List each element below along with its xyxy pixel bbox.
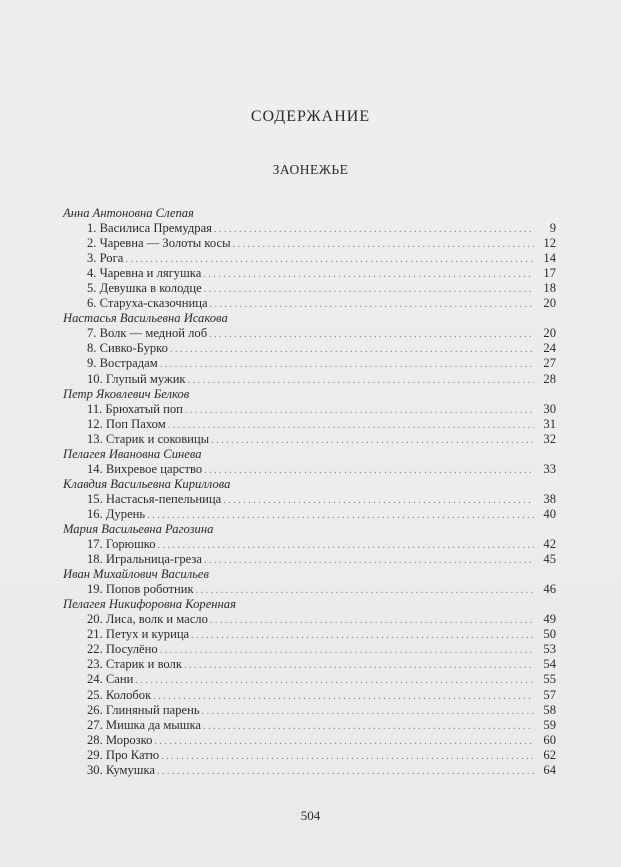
toc-entry-page: 18 (543, 281, 556, 296)
toc-entry[interactable] (63, 341, 556, 356)
toc-entry-page: 49 (543, 612, 556, 627)
dot-leader (188, 373, 534, 388)
toc-entry-title: 7. Волк — медной лоб (87, 326, 208, 341)
table-of-contents (63, 206, 556, 778)
toc-entry-title: 6. Старуха-сказочница (87, 296, 208, 311)
toc-entry-page: 20 (543, 326, 556, 341)
dot-leader (211, 433, 534, 448)
toc-entry[interactable] (63, 748, 556, 763)
toc-entry-title: 25. Колобок (87, 687, 152, 702)
toc-entry-title: 29. Про Катю (87, 747, 160, 762)
toc-entry-title: 4. Чаревна и лягушка (87, 266, 202, 281)
toc-entry-title: 30. Кумушка (87, 762, 155, 777)
toc-entry[interactable] (63, 492, 556, 507)
toc-entry-page: 17 (543, 266, 556, 281)
toc-author-heading: Мария Васильевна Рагозина (63, 521, 214, 536)
toc-entry-title: 27. Мишка да мышка (87, 717, 201, 732)
toc-author-heading: Анна Антоновна Слепая (63, 206, 194, 220)
toc-entry-page: 55 (543, 672, 556, 687)
toc-entry-title: 28. Морозко (87, 732, 153, 747)
toc-entry-title: 8. Сивко-Бурко (87, 341, 168, 356)
dot-leader (196, 583, 534, 598)
toc-entry-title: 1. Василиса Премудрая (87, 221, 212, 236)
toc-entry-title: 21. Петух и курица (87, 627, 190, 642)
dot-leader (233, 237, 534, 252)
dot-leader (158, 538, 534, 553)
toc-entry-page: 38 (543, 491, 556, 506)
page-title: СОДЕРЖАНИЕ (250, 108, 371, 125)
toc-entry-page: 53 (543, 642, 556, 657)
dot-leader (210, 613, 534, 628)
toc-entry-title: 5. Девушка в колодце (87, 281, 202, 296)
toc-entry-page: 24 (543, 341, 556, 356)
toc-entry-title: 3. Рога (87, 251, 124, 266)
dot-leader (185, 403, 534, 418)
toc-entry[interactable] (63, 221, 556, 236)
dot-leader (184, 658, 534, 673)
dot-leader (223, 493, 534, 508)
toc-entry-page: 9 (549, 221, 556, 236)
toc-author-heading: Иван Михайлович Васильев (63, 567, 209, 582)
toc-entry[interactable] (63, 612, 556, 627)
dot-leader (209, 327, 534, 342)
dot-leader (135, 673, 534, 688)
toc-entry-page: 54 (543, 657, 556, 672)
dot-leader (153, 689, 534, 704)
toc-entry[interactable] (63, 236, 556, 251)
toc-entry-page: 12 (543, 236, 556, 251)
dot-leader (203, 267, 534, 282)
dot-leader (168, 418, 534, 433)
dot-leader (214, 222, 534, 237)
toc-entry[interactable] (63, 718, 556, 733)
toc-entry[interactable] (63, 281, 556, 296)
dot-leader (160, 643, 534, 658)
toc-author-heading: Пелагея Ивановна Синева (63, 446, 202, 461)
toc-entry-page: 42 (543, 537, 556, 552)
toc-entry-title: 14. Вихревое царство (87, 461, 203, 476)
toc-entry-title: 13. Старик и соковицы (87, 431, 210, 446)
toc-entry[interactable] (63, 372, 556, 387)
toc-entry[interactable] (63, 763, 556, 778)
toc-entry[interactable] (63, 417, 556, 432)
toc-entry-page: 31 (543, 416, 556, 431)
toc-entry-title: 17. Горюшко (87, 537, 156, 552)
toc-entry-title: 12. Поп Пахом (87, 416, 166, 431)
toc-entry[interactable] (63, 688, 556, 703)
toc-entry[interactable] (63, 326, 556, 341)
dot-leader (203, 719, 534, 734)
toc-entry-page: 14 (543, 251, 556, 266)
dot-leader (125, 252, 534, 267)
toc-entry[interactable] (63, 266, 556, 281)
toc-entry-page: 45 (543, 552, 556, 567)
dot-leader (204, 282, 534, 297)
dot-leader (157, 764, 534, 779)
toc-entry[interactable] (63, 582, 556, 597)
toc-entry-page: 28 (543, 371, 556, 386)
toc-entry-page: 30 (543, 401, 556, 416)
dot-leader (204, 553, 534, 568)
toc-entry[interactable] (63, 462, 556, 477)
toc-entry-page: 64 (543, 762, 556, 777)
toc-entry[interactable] (63, 432, 556, 447)
toc-entry[interactable] (63, 657, 556, 672)
toc-entry[interactable] (63, 402, 556, 417)
toc-entry-title: 16. Дурень (87, 506, 146, 521)
toc-author-heading: Петр Яковлевич Белков (63, 386, 190, 401)
toc-entry[interactable] (63, 251, 556, 266)
toc-entry-title: 15. Настасья-пепельница (87, 491, 222, 506)
dot-leader (204, 463, 534, 478)
toc-entry-title: 24. Сани (87, 672, 134, 687)
section-heading: ЗАОНЕЖЬЕ (272, 162, 349, 177)
toc-author-heading: Пелагея Никифоровна Коренная (63, 597, 236, 612)
dot-leader (154, 734, 534, 749)
page-number: 504 (300, 808, 321, 823)
toc-entry-page: 33 (543, 461, 556, 476)
toc-entry-page: 32 (543, 431, 556, 446)
toc-entry-page: 27 (543, 356, 556, 371)
toc-entry[interactable] (63, 537, 556, 552)
dot-leader (202, 704, 534, 719)
toc-entry[interactable] (63, 507, 556, 522)
toc-entry-title: 9. Вострадам (87, 356, 158, 371)
toc-entry-title: 2. Чаревна — Золоты косы (87, 236, 231, 251)
toc-entry-title: 11. Брюхатый поп (87, 401, 183, 416)
toc-entry-title: 23. Старик и волк (87, 657, 182, 672)
toc-entry[interactable] (63, 703, 556, 718)
toc-entry-page: 20 (543, 296, 556, 311)
toc-entry-page: 50 (543, 627, 556, 642)
toc-entry-page: 58 (543, 702, 556, 717)
dot-leader (147, 508, 534, 523)
dot-leader (160, 357, 534, 372)
toc-entry[interactable] (63, 733, 556, 748)
toc-entry[interactable] (63, 672, 556, 687)
toc-entry[interactable] (63, 296, 556, 311)
dot-leader (191, 628, 534, 643)
dot-leader (161, 749, 534, 764)
toc-entry-page: 46 (543, 582, 556, 597)
toc-entry-page: 60 (543, 732, 556, 747)
toc-entry-title: 22. Посулёно (87, 642, 158, 657)
toc-entry-title: 18. Игральница-греза (87, 552, 202, 567)
toc-entry-title: 20. Лиса, волк и масло (87, 612, 208, 627)
toc-entry[interactable] (63, 627, 556, 642)
toc-entry-page: 62 (543, 747, 556, 762)
toc-entry[interactable] (63, 642, 556, 657)
dot-leader (210, 297, 534, 312)
toc-entry-title: 26. Глиняный парень (87, 702, 200, 717)
dot-leader (170, 342, 534, 357)
toc-entry-title: 10. Глупый мужик (87, 371, 186, 386)
toc-entry[interactable] (63, 552, 556, 567)
toc-author-heading: Настасья Васильевна Исакова (63, 311, 228, 326)
toc-author-heading: Клавдия Васильевна Кириллова (63, 476, 231, 491)
toc-entry-page: 40 (543, 506, 556, 521)
toc-entry[interactable] (63, 356, 556, 371)
toc-entry-page: 59 (543, 717, 556, 732)
toc-entry-page: 57 (543, 687, 556, 702)
toc-entry-title: 19. Попов роботник (87, 582, 194, 597)
